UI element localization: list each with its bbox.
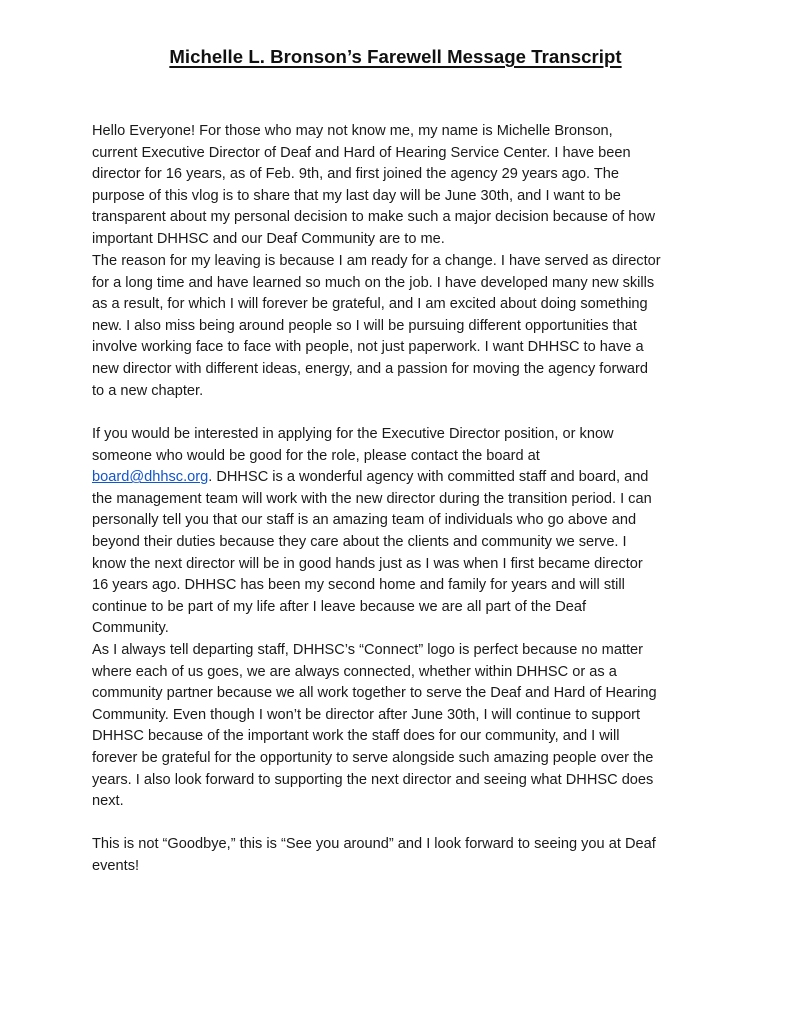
text-line: DHHSC because of the important work the staff does for our community, and I will: [92, 728, 620, 745]
text-line: Community. Even though I won’t be director after June 30th, I will continue to support: [92, 706, 641, 723]
paragraph-reason: [92, 251, 704, 402]
text-line: for a long time and have learned so much on the job. I have developed many new skills: [92, 274, 655, 291]
text-line: new director with different ideas, energy, and a passion for moving the agency forward: [92, 360, 648, 377]
text-line: continue to be part of my life after I leave because we are all part of the Deaf: [92, 598, 587, 615]
text-line-with-link: [92, 467, 704, 489]
text-line: involve working face to face with people, not just paperwork. I want DHHSC to have a: [92, 339, 644, 356]
text-line: important DHHSC and our Deaf Community are to me.: [92, 230, 445, 247]
text-line: years. I also look forward to supporting the next director and seeing what DHHSC does: [92, 771, 654, 788]
text-line: next.: [92, 793, 124, 810]
text-line: transparent about my personal decision to make such a major decision because of how: [92, 209, 655, 226]
text-line: 16 years ago. DHHSC has been my second home and family for years and will still: [92, 577, 625, 594]
text-line: Hello Everyone! For those who may not know me, my name is Michelle Bronson,: [92, 123, 613, 139]
text-line: purpose of this vlog is to share that my last day will be June 30th, and I want to be: [92, 187, 621, 204]
text-line: This is not “Goodbye,” this is “See you around” and I look forward to seeing you at Deaf: [92, 836, 656, 852]
paragraph-connect: [92, 640, 704, 813]
text-line: personally tell you that our staff is an amazing team of individuals who go above and: [92, 512, 637, 529]
text-line: forever be grateful for the opportunity to serve alongside such amazing people over the: [92, 749, 654, 766]
paragraph-introduction: [92, 121, 704, 251]
text-line: someone who would be good for the role, please contact the board at: [92, 447, 540, 464]
text-line: the management team will work with the new director during the transition period. I can: [92, 490, 652, 507]
text-line: If you would be interested in applying for the Executive Director position, or know: [92, 426, 614, 442]
document-title: Michelle L. Bronson’s Farewell Message Transcript: [169, 46, 622, 67]
text-line: As I always tell departing staff, DHHSC’s “Connect” logo is perfect because no matter: [92, 642, 644, 658]
text-line: know the next director will be in good hands just as I was when I first became director: [92, 555, 643, 572]
text-line: new. I also miss being around people so I will be pursuing different opportunities that: [92, 317, 637, 334]
text-line: as a result, for which I will forever be grateful, and I am excited about doing something: [92, 296, 648, 313]
text-fragment: . DHHSC is a wonderful agency with committed staff and board, and: [208, 469, 649, 486]
text-line: Community.: [92, 620, 169, 637]
text-line: community partner because we all work together to serve the Deaf and Hard of Hearing: [92, 685, 657, 702]
email-link[interactable]: board@dhhsc.org: [92, 469, 209, 486]
text-line: The reason for my leaving is because I am ready for a change. I have served as director: [92, 253, 661, 269]
text-line: beyond their duties because they care about the clients and community we serve. I: [92, 533, 627, 550]
paragraph-closing: [92, 834, 704, 877]
paragraph-application: [92, 424, 704, 640]
text-line: to a new chapter.: [92, 382, 204, 399]
text-line: where each of us goes, we are always connected, whether within DHHSC or as a: [92, 663, 617, 680]
text-line: current Executive Director of Deaf and Hard of Hearing Service Center. I have been: [92, 144, 631, 161]
text-line: events!: [92, 857, 140, 874]
text-line: director for 16 years, as of Feb. 9th, and first joined the agency 29 years ago. The: [92, 166, 620, 183]
